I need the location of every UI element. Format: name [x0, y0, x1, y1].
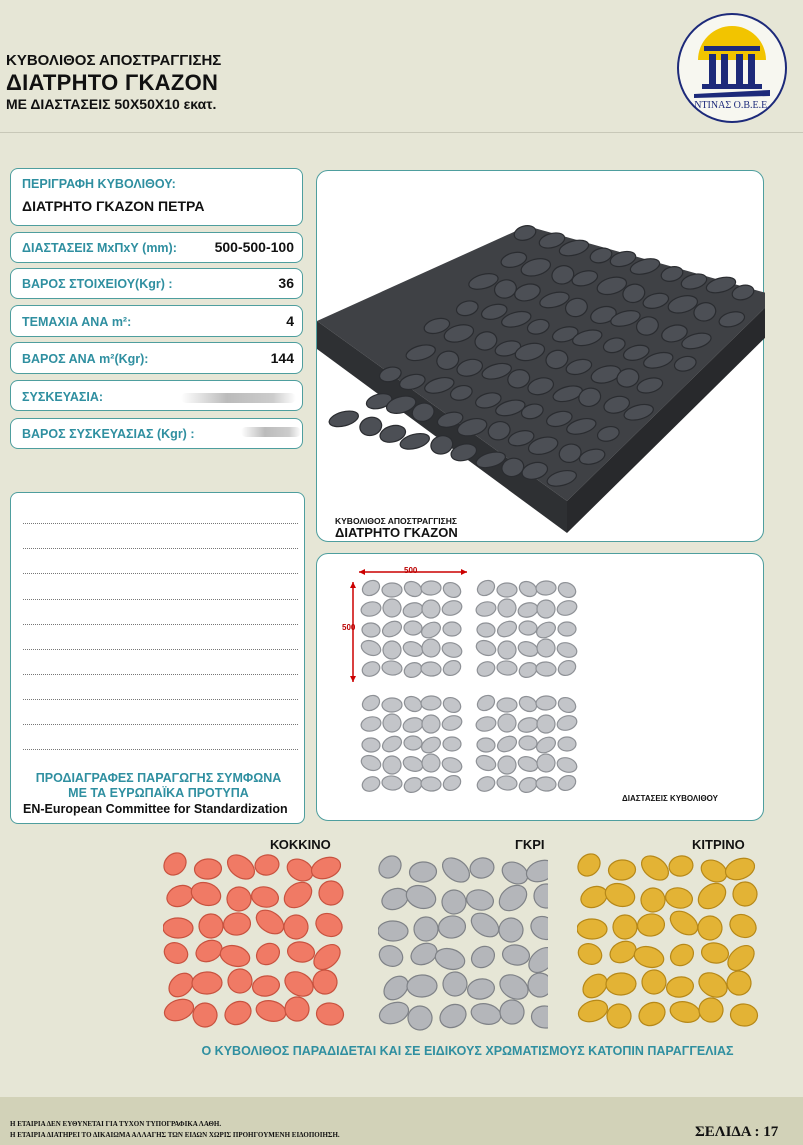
sample-stone — [281, 912, 310, 941]
sample-stone — [467, 942, 498, 972]
sample-stone — [194, 858, 222, 880]
tile-stone — [440, 640, 463, 659]
sample-stone — [466, 977, 496, 1001]
sample-stone — [252, 939, 283, 969]
tile-stone — [535, 637, 556, 658]
tile-stone — [360, 659, 382, 679]
tile-stone — [556, 580, 578, 600]
spec-row-package-weight — [10, 418, 303, 449]
sample-stone — [194, 909, 228, 943]
tile-stone — [382, 755, 403, 776]
header-title-line1: ΚΥΒΟΛΙΘΟΣ ΑΠΟΣΤΡΑΓΓΙΣΗΣ — [6, 52, 222, 69]
tile-stone — [555, 755, 578, 774]
tile-stone — [555, 598, 578, 617]
sample-stone — [252, 905, 288, 938]
sample-stone — [665, 975, 695, 999]
tile-stone — [359, 753, 383, 773]
notes-box — [10, 492, 305, 824]
tile-stone — [419, 619, 443, 641]
sample-stone — [602, 880, 638, 911]
color-label-yellow: ΚΙΤΡΙΝΟ — [692, 837, 745, 852]
sample-stone — [310, 967, 340, 997]
sample-stone — [695, 913, 724, 942]
standards-line1: ΠΡΟΔΙΑΓΡΑΦΕΣ ΠΑΡΑΓΩΓΗΣ ΣΥΜΦΩΝΑ — [35, 771, 282, 785]
dimension-diagram — [317, 554, 765, 822]
sample-stone — [637, 965, 671, 999]
tile-stone — [477, 737, 496, 752]
tile-stone — [381, 660, 403, 676]
tile-stone — [475, 577, 498, 598]
sample-stone — [309, 940, 345, 975]
tile-stone — [497, 640, 518, 661]
sample-stone — [378, 942, 406, 970]
sample-stone — [251, 974, 281, 998]
dotted-line — [23, 523, 298, 524]
sample-stone — [577, 919, 607, 940]
sample-stone — [163, 995, 197, 1024]
red-paver-sample — [163, 852, 345, 1032]
sample-stone — [694, 993, 728, 1027]
tile-stone — [558, 622, 576, 636]
tile-stone — [519, 736, 537, 751]
tile-stone — [404, 621, 422, 636]
sample-stone — [403, 882, 439, 913]
tile-stone — [497, 698, 517, 712]
tile-stone — [475, 600, 498, 618]
sample-stone — [223, 852, 259, 884]
tile-stone — [382, 698, 402, 712]
tile-stone — [360, 600, 383, 618]
sample-stone — [253, 853, 281, 878]
sample-stone — [722, 854, 757, 883]
special-colors-note-text: Ο ΚΥΒΟΛΙΘΟΣ ΠΑΡΑΔΙΔΕΤΑΙ ΚΑΙ ΣΕ ΕΙΔΙΚΟΥΣ ΧΡΩΜΑΤΙΣΜΟΥΣ ΚΑΤΟΠΙΝ ΠΑΡΑΓΓΕΛΙΑΣ — [201, 1044, 734, 1058]
disclaimer-2: Η ΕΤΑΙΡΙΑ ΔΙΑΤΗΡΕΙ ΤΟ ΔΙΚΑΙΩΜΑ ΑΛΛΑΓΗΣ ΤΩΝ ΕΙΔΩΝ ΧΩΡΙΣ ΠΡΟΗΓΟΥΜΕΝΗ ΕΙΔΟΠΟΙΗΣΗ. — [10, 1131, 340, 1139]
sample-stone — [438, 967, 472, 1001]
tile-stone — [496, 597, 518, 619]
sample-stone — [404, 1002, 435, 1033]
sample-stone — [577, 996, 611, 1025]
sample-stone — [409, 912, 443, 946]
sample-stone — [279, 877, 316, 913]
tile-stone — [496, 660, 518, 676]
sample-stone — [693, 878, 730, 914]
spec-label: ΒΑΡΟΣ ΑΝΑ m²(Kgr): — [22, 352, 149, 366]
sample-stone — [664, 886, 694, 911]
sample-stone — [578, 883, 611, 912]
tile-stone — [556, 773, 578, 793]
sample-stone — [438, 886, 471, 919]
tile-stone — [420, 598, 442, 620]
sample-stone — [223, 964, 257, 998]
tile-stone — [441, 695, 463, 715]
tile-stone — [360, 577, 383, 598]
sample-stone — [694, 968, 731, 1002]
tile-stone — [535, 598, 557, 620]
sample-stone — [163, 918, 193, 939]
sample-stone — [723, 941, 759, 976]
tile-stone — [441, 773, 463, 793]
sample-stone — [316, 1002, 345, 1026]
sample-stone — [608, 910, 642, 944]
sample-stone — [724, 968, 754, 998]
sample-stone — [467, 908, 503, 941]
description-label: ΠΕΡΙΓΡΑΦΗ ΚΥΒΟΛΙΘΟΥ: — [22, 177, 176, 191]
redacted-value — [241, 427, 301, 437]
tile-stone — [535, 752, 556, 773]
sample-stone — [700, 941, 730, 965]
tile-stone — [558, 737, 576, 751]
tile-stone — [534, 619, 558, 641]
dimensions-caption: ΔΙΑΣΤΑΣΕΙΣ ΚΥΒΟΛΙΘΟΥ — [622, 794, 719, 803]
disclaimer-1: Η ΕΤΑΙΡΙΑ ΔΕΝ ΕΥΘΥΝΕΤΑΙ ΓΙΑ ΤΥΧΟΝ ΤΥΠΟΓΡΑΦΙΚΑ ΛΑΘΗ. — [10, 1120, 222, 1128]
tile-stone — [359, 638, 383, 658]
sample-stone — [531, 1005, 548, 1029]
tile-stone — [381, 712, 403, 734]
tile-stone — [517, 716, 540, 735]
dimension-label-left: 500 — [342, 623, 356, 632]
tile-stone — [420, 713, 442, 735]
tile-stone — [517, 601, 540, 620]
dotted-line — [23, 599, 298, 600]
color-label-grey: ΓΚΡΙ — [515, 837, 545, 852]
header-dimensions: ΜΕ ΔΙΑΣΤΑΣΕΙΣ 50Χ50Χ10 εκατ. — [6, 96, 217, 112]
dotted-line — [23, 624, 298, 625]
dotted-line — [23, 674, 298, 675]
special-colors-note — [0, 1044, 803, 1058]
sample-stone — [164, 882, 197, 911]
spec-value: 36 — [278, 275, 294, 291]
sample-stone — [250, 885, 280, 910]
tile-stone — [495, 618, 519, 640]
spec-row-pieces — [10, 305, 303, 337]
standards-line3: EN-European Committee for Standardization — [23, 802, 288, 816]
spec-row-weight — [10, 268, 303, 299]
sample-stone — [577, 853, 605, 881]
tile-stone — [382, 583, 402, 597]
spec-value: 144 — [270, 350, 294, 366]
tile-stone — [419, 734, 443, 756]
dimensions-frame — [316, 553, 764, 821]
sample-stone — [286, 940, 316, 964]
spec-value: 500-500-100 — [214, 239, 294, 255]
sample-stone — [218, 942, 252, 969]
dotted-line — [23, 573, 298, 574]
tile-stone — [362, 622, 381, 637]
tile-stone — [475, 774, 497, 794]
sample-stone — [726, 910, 760, 942]
tile-stone — [477, 622, 496, 637]
grey-paver-sample — [378, 855, 548, 1033]
spec-label: ΒΑΡΟΣ ΣΥΣΚΕΥΑΣΙΑΣ (Kgr) : — [22, 427, 195, 441]
sample-stone — [254, 998, 288, 1024]
tile-stone — [421, 695, 442, 710]
tile-stone — [381, 775, 403, 791]
page-number: ΣΕΛΙΔΑ : 17 — [695, 1124, 779, 1140]
tile-stone — [516, 639, 539, 659]
tile-stone — [443, 737, 461, 751]
tile-stone — [380, 618, 404, 640]
spec-row-dimensions — [10, 232, 303, 263]
sample-stone — [433, 945, 467, 972]
tile-stone — [401, 754, 424, 774]
sample-stone — [437, 914, 466, 939]
sample-stone — [606, 972, 637, 995]
sample-stone — [603, 1000, 634, 1031]
tile-stone — [475, 715, 498, 733]
product-photo-frame — [316, 170, 764, 542]
tile-stone — [440, 713, 463, 732]
sample-stone — [501, 943, 531, 967]
tile-stone — [534, 734, 558, 756]
spec-label: ΤΕΜΑΧΙΑ ΑΝΑ m²: — [22, 315, 132, 329]
sample-stone — [632, 943, 666, 970]
dotted-line — [23, 699, 298, 700]
sample-stone — [608, 859, 636, 881]
color-label-red: ΚΟΚΚΙΝΟ — [270, 837, 331, 852]
sample-stone — [189, 999, 220, 1030]
company-name: ΝΤΙΝΑΣ Ο.Β.Ε.Ε. — [694, 100, 770, 111]
sample-stone — [223, 883, 256, 916]
tile-stone — [441, 580, 463, 600]
sample-stone — [312, 909, 345, 941]
stone — [327, 408, 360, 429]
tile-stone — [535, 776, 556, 792]
tile-stone — [404, 736, 422, 751]
dotted-line — [23, 548, 298, 549]
sample-stone — [192, 971, 223, 994]
sample-stone — [407, 974, 438, 997]
spec-label: ΒΑΡΟΣ ΣΤΟΙΧΕΙΟΥ(Kgr) : — [22, 277, 173, 291]
sample-stone — [222, 911, 251, 936]
sample-stone — [732, 881, 757, 906]
spec-row-weight-per-m2 — [10, 342, 303, 374]
dotted-line — [23, 724, 298, 725]
tile-stone — [420, 752, 441, 773]
tile-stone — [497, 755, 518, 776]
description-box — [10, 168, 303, 226]
header-title-main: ΔΙΑΤΡΗΤΟ ΓΚΑΖΟΝ — [6, 70, 219, 95]
tile-stone — [536, 695, 557, 710]
dotted-line — [23, 749, 298, 750]
tile-stone — [362, 737, 381, 752]
sample-stone — [635, 998, 669, 1030]
tile-stone — [420, 776, 441, 792]
tile-stone — [535, 661, 556, 677]
tile-stone — [495, 733, 519, 755]
sample-stone — [280, 992, 314, 1026]
standards-line2: ΜΕ ΤΑ ΕΥΡΩΠΑΪΚΑ ΠΡΟΤΥΠΑ — [68, 786, 249, 800]
sample-stone — [378, 998, 412, 1027]
tile-stone — [519, 621, 537, 636]
sample-stone — [469, 1001, 503, 1027]
sample-stone — [495, 995, 529, 1029]
spec-label: ΣΥΣΚΕΥΑΣΙΑ: — [22, 390, 104, 404]
sample-stone — [523, 856, 548, 885]
sample-stone — [637, 853, 673, 885]
tile-stone — [441, 658, 463, 678]
sample-stone — [468, 856, 496, 881]
spec-value: 4 — [286, 313, 294, 329]
sample-stone — [577, 940, 605, 968]
sample-stone — [188, 879, 224, 910]
product-caption-large: ΔΙΑΤΡΗΤΟ ΓΚΑΖΟΝ — [335, 525, 458, 540]
tile-stone — [516, 754, 539, 774]
tile-stone — [555, 640, 578, 659]
dimension-label-top: 500 — [404, 566, 418, 575]
sample-stone — [163, 939, 191, 967]
sample-stone — [378, 855, 406, 883]
sample-stone — [637, 884, 670, 917]
sample-stone — [666, 906, 702, 939]
sample-stone — [318, 880, 343, 905]
sample-stone — [409, 861, 437, 883]
sample-stone — [496, 915, 525, 944]
tile-stone — [381, 597, 403, 619]
tile-stone — [475, 659, 497, 679]
spec-label: ΔΙΑΣΤΑΣΕΙΣ ΜxΠxΥ (mm): — [22, 241, 177, 255]
tile-stone — [474, 638, 498, 658]
sample-stone — [666, 940, 697, 970]
tile-stone — [496, 775, 518, 791]
sample-stone — [379, 885, 412, 914]
sample-stone — [378, 921, 408, 942]
product-caption-small: ΚΥΒΟΛΙΘΟΣ ΑΠΟΣΤΡΑΓΓΙΣΗΣ — [335, 516, 458, 526]
tile-stone — [440, 598, 463, 617]
dotted-line — [23, 649, 298, 650]
tile-stone — [420, 637, 441, 658]
sample-stone — [465, 888, 495, 913]
sample-stone — [494, 880, 531, 916]
tile-stone — [535, 713, 557, 735]
tile-stone — [360, 692, 383, 713]
sample-stone — [436, 1000, 470, 1032]
sample-stone — [533, 883, 548, 908]
tile-stone — [555, 713, 578, 732]
sample-stone — [636, 912, 665, 937]
tile-stone — [420, 661, 441, 677]
sample-stone — [668, 999, 702, 1025]
tile-stone — [474, 753, 498, 773]
sample-stone — [308, 853, 343, 882]
tile-stone — [497, 583, 517, 597]
yellow-paver-sample — [577, 853, 760, 1033]
spec-row-packaging — [10, 380, 303, 411]
tile-stone — [360, 774, 382, 794]
tile-stone — [380, 733, 404, 755]
sample-stone — [495, 970, 532, 1004]
tile-stone — [440, 755, 463, 774]
description-value: ΔΙΑΤΡΗΤΟ ΓΚΑΖΟΝ ΠΕΤΡΑ — [22, 198, 205, 214]
tile-stone — [401, 639, 424, 659]
tile-stone — [536, 580, 557, 595]
sample-stone — [438, 855, 474, 887]
tile-stone — [556, 658, 578, 678]
tile-stone — [496, 712, 518, 734]
sample-stone — [280, 967, 317, 1001]
tile-stone — [402, 716, 425, 735]
sample-stone — [221, 997, 255, 1029]
tile-stone — [556, 695, 578, 715]
redacted-value — [181, 393, 296, 403]
tile-stone — [421, 580, 442, 595]
tile-stone — [360, 715, 383, 733]
tile-stone — [382, 640, 403, 661]
sample-stone — [163, 852, 191, 880]
header-divider — [0, 132, 803, 133]
paver-3d-image — [317, 171, 765, 543]
sample-stone — [730, 1003, 759, 1027]
tile-stone — [402, 601, 425, 620]
tile-stone — [475, 692, 498, 713]
tile-stone — [443, 622, 461, 636]
sample-stone — [525, 970, 548, 1000]
sample-stone — [667, 854, 695, 879]
sample-stone — [527, 912, 548, 944]
